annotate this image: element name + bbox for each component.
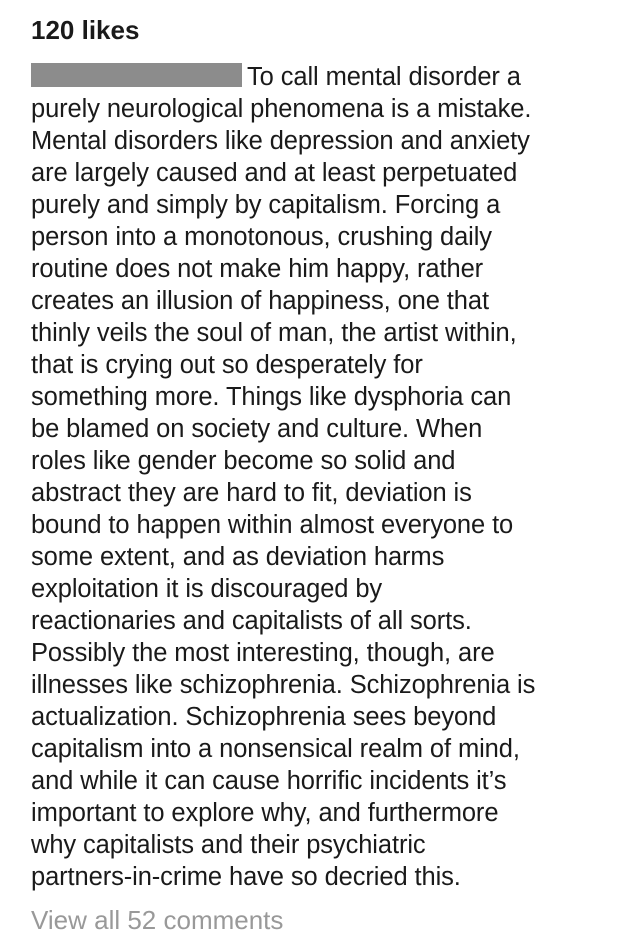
caption-line: partners-in-crime have so decried this. [31, 863, 461, 891]
caption-line: reactionaries and capitalists of all sorts. [31, 607, 472, 635]
caption-line: roles like gender become so solid and [31, 447, 456, 475]
caption-line: capitalism into a nonsensical realm of mind, [31, 735, 520, 763]
caption-line: abstract they are hard to fit, deviation is [31, 479, 472, 507]
caption-line: illnesses like schizophrenia. Schizophrenia is [31, 671, 536, 699]
caption-line: exploitation it is discouraged by [31, 575, 383, 603]
caption-line: are largely caused and at least perpetuated [31, 159, 518, 187]
post-details [31, 12, 626, 937]
caption-line: bound to happen within almost everyone to [31, 511, 514, 539]
post-caption [31, 61, 626, 893]
caption-line: be blamed on society and culture. When [31, 415, 483, 443]
caption-line [31, 61, 626, 93]
caption-line: important to explore why, and furthermore [31, 799, 499, 827]
caption-line: person into a monotonous, crushing daily [31, 223, 492, 251]
caption-line: routine does not make him happy, rather [31, 255, 484, 283]
likes-count[interactable]: 120 likes [31, 15, 140, 45]
caption-line: something more. Things like dysphoria can [31, 383, 512, 411]
view-all-comments-link[interactable]: View all 52 comments [31, 905, 284, 935]
caption-line: and while it can cause horrific incidents it’s [31, 767, 507, 795]
caption-line: thinly veils the soul of man, the artist within, [31, 319, 517, 347]
caption-line: Mental disorders like depression and anxiety [31, 127, 530, 155]
caption-line: Possibly the most interesting, though, are [31, 639, 495, 667]
caption-line: some extent, and as deviation harms [31, 543, 445, 571]
caption-line: purely and simply by capitalism. Forcing a [31, 191, 501, 219]
caption-line: that is crying out so desperately for [31, 351, 423, 379]
caption-line: why capitalists and their psychiatric [31, 831, 426, 859]
caption-text: To call mental disorder a [247, 63, 521, 91]
redacted-username[interactable] [31, 63, 242, 87]
caption-line: purely neurological phenomena is a mistake. [31, 95, 532, 123]
caption-line: creates an illusion of happiness, one that [31, 287, 489, 315]
caption-line: actualization. Schizophrenia sees beyond [31, 703, 497, 731]
